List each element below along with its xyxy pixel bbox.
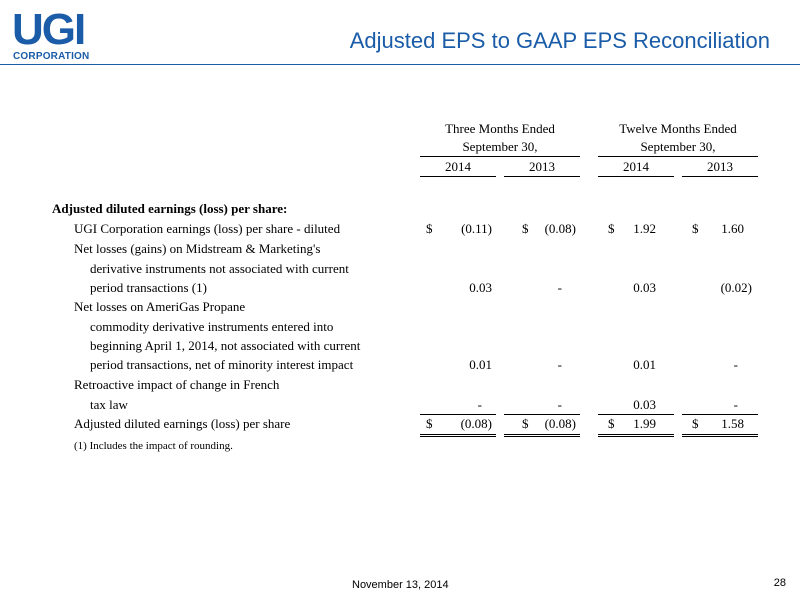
table-cell: (0.08) [544,221,576,236]
currency-symbol: $ [522,416,529,431]
footnote: (1) Includes the impact of rounding. [74,440,233,452]
row-label: commodity derivative instruments entered into [90,319,334,334]
section-title: Adjusted diluted earnings (loss) per share: [52,201,288,216]
row-label: period transactions, net of minority interest impact [90,357,354,372]
subtotal-underline [598,414,674,415]
table-cell: - [557,357,562,372]
page-title: Adjusted EPS to GAAP EPS Reconciliation [349,28,770,53]
group-header-three-months-line2: September 30, [462,139,538,154]
total-double-underline [420,434,496,435]
row-label: tax law [90,397,128,412]
footer-date: November 13, 2014 [352,579,449,591]
currency-symbol: $ [426,416,433,431]
table-cell: 0.03 [469,280,492,295]
table-cell: - [557,397,562,412]
currency-symbol: $ [522,221,529,236]
column-header-12m-2013: 2013 [707,159,733,174]
group-header-twelve-months-line2: September 30, [640,139,716,154]
row-label: Net losses (gains) on Midstream & Marketing's [74,241,321,256]
table-cell: (0.08) [460,416,492,431]
page-number: 28 [773,577,786,589]
group-header-three-months-underline [420,156,580,157]
currency-symbol: $ [692,416,699,431]
subtotal-underline [682,414,758,415]
subtotal-underline [420,414,496,415]
column-header-3m-2014: 2014 [445,159,471,174]
table-cell: 0.03 [633,280,656,295]
table-cell: 0.01 [469,357,492,372]
group-header-twelve-months-underline [598,156,758,157]
row-label: Retroactive impact of change in French [74,377,280,392]
group-header-three-months-line1: Three Months Ended [445,121,555,136]
total-double-underline [682,436,758,437]
table-cell: - [477,397,482,412]
table-cell: 1.99 [633,416,656,431]
total-double-underline [420,436,496,437]
title-divider [0,64,800,65]
table-cell: 1.92 [633,221,656,236]
logo-subtitle: CORPORATION [13,51,90,62]
total-double-underline [682,434,758,435]
row-label: beginning April 1, 2014, not associated with current [90,338,361,353]
column-header-12m-2014: 2014 [623,159,649,174]
currency-symbol: $ [692,221,699,236]
logo-wordmark: UGI [12,5,85,54]
table-cell: (0.02) [720,280,752,295]
column-header-underline [682,176,758,177]
table-cell: 0.03 [633,397,656,412]
subtotal-underline [504,414,580,415]
column-header-underline [504,176,580,177]
total-double-underline [598,436,674,437]
table-cell: 0.01 [633,357,656,372]
currency-symbol: $ [608,416,615,431]
table-cell: - [557,280,562,295]
total-double-underline [504,434,580,435]
currency-symbol: $ [426,221,433,236]
row-label: Adjusted diluted earnings (loss) per share [74,416,291,431]
table-cell: (0.08) [544,416,576,431]
ugi-logo [12,5,92,66]
total-double-underline [504,436,580,437]
row-label: UGI Corporation earnings (loss) per share - diluted [74,221,341,236]
row-label: period transactions (1) [90,280,207,295]
table-cell: 1.60 [721,221,744,236]
row-label: Net losses on AmeriGas Propane [74,299,246,314]
column-header-3m-2013: 2013 [529,159,555,174]
currency-symbol: $ [608,221,615,236]
column-header-underline [598,176,674,177]
table-cell: - [733,397,738,412]
table-cell: (0.11) [461,221,492,236]
table-cell: 1.58 [721,416,744,431]
column-header-underline [420,176,496,177]
row-label: derivative instruments not associated with current [90,261,349,276]
table-cell: - [733,357,738,372]
group-header-twelve-months-line1: Twelve Months Ended [619,121,737,136]
total-double-underline [598,434,674,435]
